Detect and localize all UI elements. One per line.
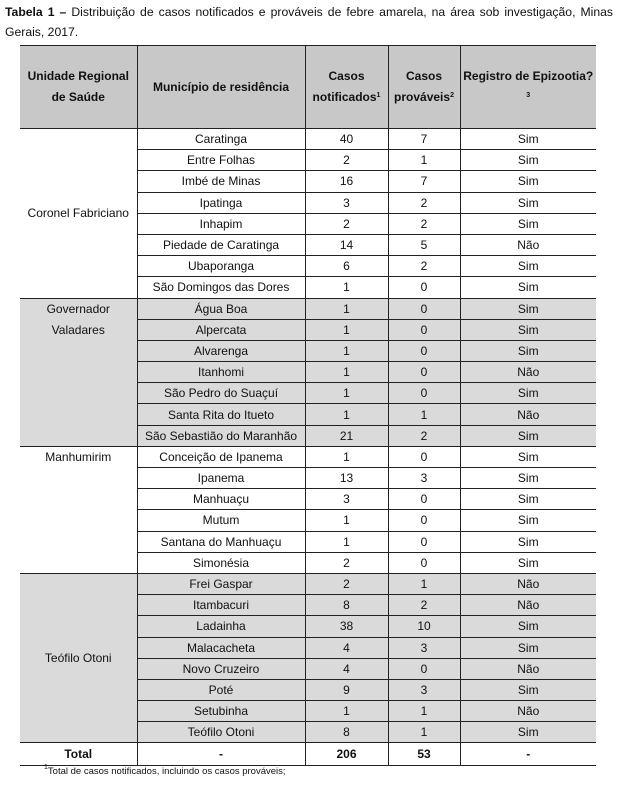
provaveis-cell: 3 (388, 637, 460, 658)
provaveis-cell: 0 (388, 340, 460, 361)
epizootia-cell: Sim (460, 679, 596, 700)
notificados-cell: 2 (305, 573, 388, 594)
header-unidade-regional: Unidade Regional de Saúde (20, 46, 137, 129)
epizootia-cell: Não (460, 701, 596, 722)
municipio-cell: Teófilo Otoni (137, 722, 305, 743)
table-row (20, 129, 596, 150)
municipio-cell: Santa Rita do Itueto (137, 404, 305, 425)
municipio-cell: Ubaporanga (137, 256, 305, 277)
notificados-cell: 21 (305, 425, 388, 446)
provaveis-cell: 2 (388, 192, 460, 213)
provaveis-cell: 2 (388, 213, 460, 234)
footnote-marker: 1 (44, 764, 48, 771)
epizootia-cell: Não (460, 362, 596, 383)
provaveis-cell: 2 (388, 425, 460, 446)
provaveis-cell: 5 (388, 234, 460, 255)
provaveis-cell: 0 (388, 319, 460, 340)
total-epizootia: - (460, 743, 596, 766)
epizootia-cell: Sim (460, 192, 596, 213)
municipio-cell: Alpercata (137, 319, 305, 340)
provaveis-cell: 7 (388, 129, 460, 150)
notificados-cell: 16 (305, 171, 388, 192)
footnote (44, 766, 286, 777)
table-row (20, 573, 596, 594)
provaveis-cell: 1 (388, 722, 460, 743)
epizootia-cell: Sim (460, 256, 596, 277)
epizootia-cell: Não (460, 595, 596, 616)
municipio-cell: Frei Gaspar (137, 573, 305, 594)
notificados-cell: 1 (305, 531, 388, 552)
notificados-cell: 1 (305, 319, 388, 340)
notificados-cell: 8 (305, 595, 388, 616)
municipio-cell: Mutum (137, 510, 305, 531)
notificados-cell: 2 (305, 213, 388, 234)
total-provaveis: 53 (388, 743, 460, 766)
provaveis-cell: 2 (388, 595, 460, 616)
footnote-text: Total de casos notificados, incluindo os casos prováveis; (47, 766, 286, 777)
municipio-cell: Manhuaçu (137, 489, 305, 510)
epizootia-cell: Sim (460, 129, 596, 150)
notificados-cell: 2 (305, 552, 388, 573)
municipio-cell: Piedade de Caratinga (137, 234, 305, 255)
header-casos-notificados: Casos notificados$^1$ (305, 46, 388, 129)
provaveis-cell: 3 (388, 468, 460, 489)
provaveis-cell: 1 (388, 404, 460, 425)
provaveis-cell: 0 (388, 552, 460, 573)
provaveis-cell: 0 (388, 298, 460, 319)
notificados-cell: 4 (305, 637, 388, 658)
notificados-cell: 1 (305, 362, 388, 383)
municipio-cell: Itambacuri (137, 595, 305, 616)
epizootia-cell: Sim (460, 489, 596, 510)
cases-table (20, 45, 596, 766)
epizootia-cell: Sim (460, 616, 596, 637)
municipio-cell: Itanhomi (137, 362, 305, 383)
notificados-cell: 1 (305, 510, 388, 531)
municipio-cell: Ipatinga (137, 192, 305, 213)
epizootia-cell: Sim (460, 446, 596, 467)
total-label: Total (20, 743, 137, 766)
provaveis-cell: 3 (388, 679, 460, 700)
epizootia-cell: Sim (460, 150, 596, 171)
notificados-cell: 1 (305, 701, 388, 722)
total-notificados: 206 (305, 743, 388, 766)
municipio-cell: Água Boa (137, 298, 305, 319)
footnote-ref-1: 1 (376, 92, 381, 99)
epizootia-cell: Sim (460, 171, 596, 192)
total-row (20, 743, 596, 766)
header-row (20, 46, 596, 129)
provaveis-cell: 1 (388, 150, 460, 171)
epizootia-cell: Sim (460, 531, 596, 552)
notificados-cell: 40 (305, 129, 388, 150)
epizootia-cell: Sim (460, 383, 596, 404)
notificados-cell: 4 (305, 658, 388, 679)
notificados-cell: 1 (305, 298, 388, 319)
provaveis-cell: 0 (388, 446, 460, 467)
municipio-cell: São Pedro do Suaçuí (137, 383, 305, 404)
notificados-cell: 9 (305, 679, 388, 700)
notificados-cell: 38 (305, 616, 388, 637)
unidade-regional-cell: Governador Valadares (20, 298, 137, 446)
municipio-cell: São Domingos das Dores (137, 277, 305, 298)
notificados-cell: 1 (305, 277, 388, 298)
unidade-regional-cell: Coronel Fabriciano (20, 129, 137, 299)
table-caption (5, 2, 613, 42)
epizootia-cell: Não (460, 234, 596, 255)
footnote-ref-2: 2 (450, 92, 454, 99)
table-row (20, 446, 596, 467)
footnote-ref-3: 3 (526, 92, 531, 99)
notificados-cell: 13 (305, 468, 388, 489)
provaveis-cell: 1 (388, 701, 460, 722)
municipio-cell: Inhapim (137, 213, 305, 234)
notificados-cell: 8 (305, 722, 388, 743)
municipio-cell: Setubinha (137, 701, 305, 722)
municipio-cell: Malacacheta (137, 637, 305, 658)
notificados-cell: 1 (305, 404, 388, 425)
epizootia-cell: Sim (460, 425, 596, 446)
unidade-regional-cell: Teófilo Otoni (20, 573, 137, 743)
provaveis-cell: 0 (388, 383, 460, 404)
epizootia-cell: Sim (460, 510, 596, 531)
epizootia-cell: Sim (460, 552, 596, 573)
epizootia-cell: Sim (460, 722, 596, 743)
notificados-cell: 1 (305, 383, 388, 404)
municipio-cell: Poté (137, 679, 305, 700)
epizootia-cell: Não (460, 404, 596, 425)
notificados-cell: 6 (305, 256, 388, 277)
provaveis-cell: 0 (388, 658, 460, 679)
total-municipio: - (137, 743, 305, 766)
provaveis-cell: 10 (388, 616, 460, 637)
municipio-cell: Novo Cruzeiro (137, 658, 305, 679)
epizootia-cell: Não (460, 573, 596, 594)
municipio-cell: Caratinga (137, 129, 305, 150)
municipio-cell: Entre Folhas (137, 150, 305, 171)
epizootia-cell: Sim (460, 340, 596, 361)
epizootia-cell: Sim (460, 213, 596, 234)
provaveis-cell: 2 (388, 256, 460, 277)
provaveis-cell: 0 (388, 362, 460, 383)
municipio-cell: Ladainha (137, 616, 305, 637)
municipio-cell: Imbé de Minas (137, 171, 305, 192)
provaveis-cell: 0 (388, 510, 460, 531)
caption-label: Tabela 1 – (5, 5, 67, 19)
municipio-cell: Simonésia (137, 552, 305, 573)
notificados-cell: 14 (305, 234, 388, 255)
provaveis-cell: 1 (388, 573, 460, 594)
epizootia-cell: Sim (460, 319, 596, 340)
unidade-regional-cell: Manhumirim (20, 446, 137, 573)
notificados-cell: 1 (305, 446, 388, 467)
provaveis-cell: 0 (388, 489, 460, 510)
provaveis-cell: 0 (388, 277, 460, 298)
table-body (20, 129, 596, 743)
table-row (20, 298, 596, 319)
notificados-cell: 2 (305, 150, 388, 171)
notificados-cell: 1 (305, 340, 388, 361)
municipio-cell: São Sebastião do Maranhão (137, 425, 305, 446)
notificados-cell: 3 (305, 489, 388, 510)
epizootia-cell: Sim (460, 637, 596, 658)
municipio-cell: Ipanema (137, 468, 305, 489)
header-municipio: Município de residência (137, 46, 305, 129)
header-registro-epizootia: Registro de Epizootia?$^3$ (460, 46, 596, 129)
municipio-cell: Santana do Manhuaçu (137, 531, 305, 552)
epizootia-cell: Sim (460, 298, 596, 319)
epizootia-cell: Sim (460, 468, 596, 489)
epizootia-cell: Não (460, 658, 596, 679)
municipio-cell: Conceição de Ipanema (137, 446, 305, 467)
provaveis-cell: 7 (388, 171, 460, 192)
municipio-cell: Alvarenga (137, 340, 305, 361)
notificados-cell: 3 (305, 192, 388, 213)
caption-text: Distribuição de casos notificados e prováveis de febre amarela, na área sob investigação, Minas Gerais, 2017. (5, 5, 613, 39)
provaveis-cell: 0 (388, 531, 460, 552)
header-casos-provaveis: Casos prováveis$^2$ (388, 46, 460, 129)
epizootia-cell: Sim (460, 277, 596, 298)
